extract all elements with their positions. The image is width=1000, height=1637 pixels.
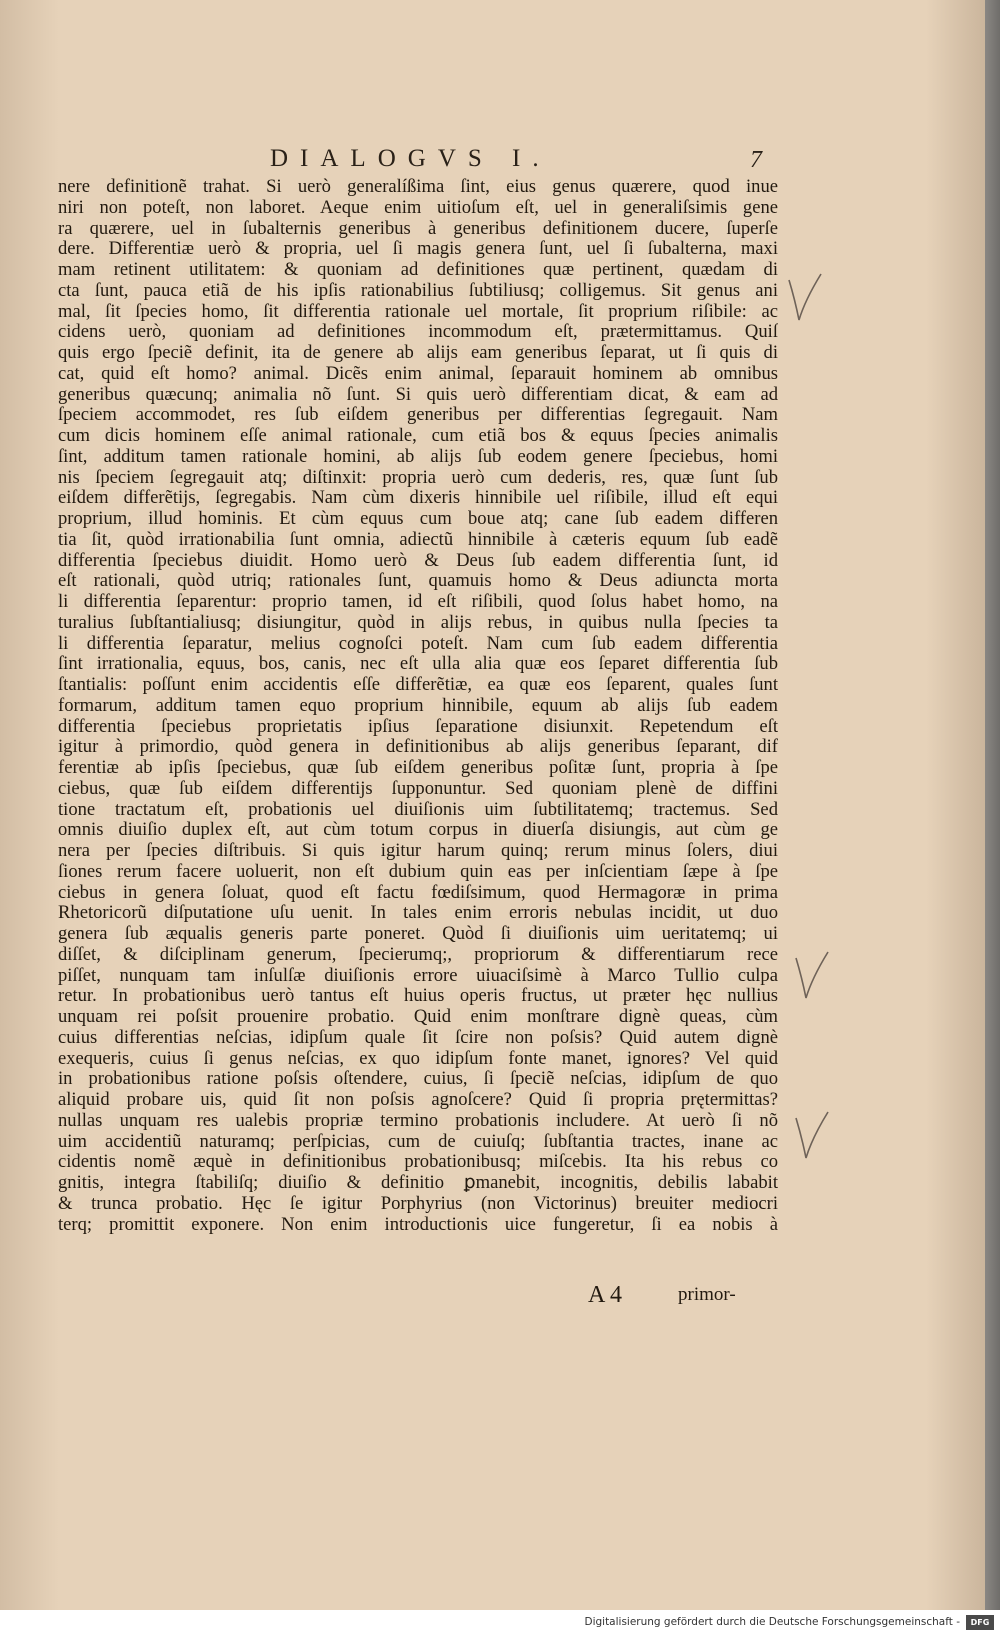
text-line: dere. Differentiæ uerò & propria, uel ſi magis genera ſunt, uel ſi ſubalterna, maxi [58, 238, 778, 260]
text-line: genera ſub æqualis generis parte poneret. Quòd ſi diuiſionis uim ueritatemq; ui [58, 923, 778, 944]
text-line: eiſdem differẽtijs, ſegregabis. Nam cùm dixeris hinnibile uel riſibile, illud eſt equi [58, 487, 778, 509]
credit-text: Digitalisierung gefördert durch die Deutsche Forschungsgemeinschaft - [584, 1616, 960, 1628]
text-line: nere definitionẽ trahat. Si uerò generalíßima ſint, eius genus quærere, quod inue [58, 177, 778, 197]
text-line: unquam rei poſsit prouenire probatio. Quid enim monſtrare dignè queas, cùm [58, 1006, 778, 1027]
text-line: in probationibus ratione poſsis oſtendere, cuius, ſi ſpeciẽ neſcias, idipſum de quo [58, 1068, 778, 1090]
catchword: primor- [678, 1284, 736, 1305]
text-line: ferentiæ ab ipſis ſpeciebus, quæ ſub eiſdem generibus poſitæ ſunt, propria à ſpe [58, 757, 778, 778]
dfg-logo: DFG [966, 1615, 994, 1630]
text-line: quis ergo ſpeciẽ definit, ita de genere ab alijs eam generibus ſeparat, ut ſi quis di [58, 342, 778, 363]
text-line: piſſet, nunquam tam inſulſæ diuiſionis errore uiuaciſsimè à Marco Tullio culpa [58, 964, 778, 986]
text-line: ſint, additum tamen rationale homini, ab alijs ſub eodem genere ſpeciebus, homi [58, 445, 778, 467]
text-line: li differentia ſeparatur, melius cognoſci poteſt. Nam cum ſub eadem differentia [58, 632, 778, 654]
text-line: uim accidentiũ naturamq; perſpicias, cum de cuiuſq; ſubſtantia tractes, inane ac [58, 1130, 778, 1152]
text-line: cuius differentias neſcias, idipſum quale ſit ſcire non poſsis? Quid autem dignè [58, 1026, 778, 1048]
text-line: Rhetoricorũ diſputatione uſu uenit. In tales enim erroris nebulas incidit, ut duo [58, 902, 778, 924]
text-line: li differentia ſeparentur: proprio tamen, id eſt riſibili, quod ſolus habet homo, na [58, 591, 778, 612]
text-line: ciebus in genera ſoluat, quod eſt factu fœdiſsimum, quod Hermagoræ in prima [58, 881, 778, 903]
text-line: cidens uerò, quoniam ad definitiones incommodum eſt, prætermittamus. Quiſ [58, 321, 778, 343]
text-line: formarum, additum tamen equo proprium hinnibile, equum ab alijs ſub eadem [58, 694, 778, 716]
text-line: terq; promittit exponere. Non enim introductionis uice fungeretur, ſi ea nobis à [58, 1213, 778, 1235]
text-line: omnis diuiſio duplex eſt, aut cùm totum corpus in diuerſa disiungis, aut cùm ge [58, 819, 778, 841]
text-line: ra quærere, uel in ſubalternis generibus à generibus definitionem ducere, ſuperſe [58, 217, 778, 239]
text-line: ſtantialis: poſſunt enim accidentis eſſe differẽtiæ, ea quæ eos ſeparent, quales ſunt [58, 674, 778, 695]
text-line: ſpeciem accommodet, res ſub eiſdem generibus per differentias ſegregauit. Nam [58, 404, 778, 426]
text-line: exequeris, cuius ſi genus neſcias, ex quo idipſum fonte manet, ignores? Vel quid [58, 1047, 778, 1069]
text-line: gnitis, integra ſtabiliſq; diuiſio & definitio ꝑmanebit, incognitis, debilis lababit [58, 1172, 778, 1193]
page-footer [58, 1282, 778, 1312]
handwritten-check-mark-icon [792, 1108, 832, 1168]
text-line: tione tractatum eſt, probationis uel diuiſionis uim ſubtilitatemq; tractemus. Sed [58, 798, 778, 820]
text-line: mal, ſit ſpecies homo, ſit differentia rationale uel mortale, ſit proprium riſibile: ac [58, 300, 778, 322]
text-line: cidentis nomẽ æquè in definitionibus probationibusq; miſcebis. Ita his rebus co [58, 1151, 778, 1173]
handwritten-check-mark-icon [792, 948, 832, 1008]
text-line: ſint irrationalia, equus, bos, canis, nec eſt ulla alia quæ eos ſeparet differentia ſub [58, 653, 778, 675]
body-text [58, 177, 778, 1235]
text-line: igitur à primordio, quòd genera in definitionibus ab alijs generibus ſeparant, dif [58, 736, 778, 758]
text-line: niri non poteſt, non laboret. Aeque enim uitioſum eſt, uel in generaliſsimis gene [58, 196, 778, 218]
text-line: diſſet, & diſciplinam generum, ſpecierumq;, propriorum & differentiarum rece [58, 943, 778, 965]
handwritten-check-mark-icon [785, 270, 825, 330]
text-line: & trunca probatio. Hęc ſe igitur Porphyrius (non Victorinus) breuiter mediocri [58, 1192, 778, 1214]
text-line: turalius ſubſtantialiusq; disiungitur, quòd in alijs rebus, in quibus nulla ſpecies ta [58, 611, 778, 633]
text-line: differentia ſpeciebus diuidit. Homo uerò & Deus ſub eadem differentia ſunt, id [58, 549, 778, 571]
text-line: tia ſit, quòd irrationabilia ſunt omnia, adiectũ hinnibile à cæteris equum ſub eadẽ [58, 528, 778, 550]
text-line: nis ſpeciem ſegregauit atq; diſtinxit: propria uerò cum dederis, res, quæ ſunt ſub [58, 466, 778, 488]
text-line: cat, quid eſt homo? animal. Dicẽs enim animal, ſeparauit hominem ab omnibus [58, 362, 778, 384]
text-line: cum dicis hominem eſſe animal rationale, cum etiã bos & equus ſpecies animalis [58, 425, 778, 446]
running-title: DIALOGVS I. [270, 145, 551, 172]
signature-mark: A 4 [588, 1282, 623, 1308]
scan-border [985, 0, 1000, 1610]
text-line: generibus quæcunq; animalia nõ ſunt. Si quis uerò differentiam dicat, & eam ad [58, 383, 778, 405]
text-line: differentia ſpeciebus proprietatis ipſius ſeparatione disiunxit. Repetendum eſt [58, 715, 778, 737]
text-line: ſiones rerum facere uoluerit, non eſt dubium quin eas per inſcientiam ſæpe à ſpe [58, 860, 778, 882]
text-line: ciebus, quæ ſub eiſdem differentijs ſupponuntur. Sed quoniam plenè de diffini [58, 777, 778, 799]
text-line: cta ſunt, pauca etiã de his ipſis rationabilius ſubtiliusq; colligemus. Sit genus ani [58, 279, 778, 301]
text-line: aliquid probare uis, quid ſit non poſsis agnoſcere? Quid ſi propria prętermittas? [58, 1089, 778, 1110]
page-header [60, 145, 780, 175]
text-line: nera per ſpecies diſtribuis. Si quis igitur harum quinq; rerum minus ſolers, diui [58, 840, 778, 861]
page-number: 7 [750, 147, 762, 173]
text-line: retur. In probationibus uerò tantus eſt huius operis fructus, ut præter hęc nullius [58, 985, 778, 1007]
text-line: mam retinent utilitatem: & quoniam ad definitiones quæ pertinent, quædam di [58, 259, 778, 280]
text-line: proprium, illud hominis. Et cùm equus cum boue atq; cane ſub eadem differen [58, 508, 778, 529]
text-line: nullas unquam res ualebis propriæ termino probationis includere. At uerò ſi nõ [58, 1109, 778, 1131]
text-line: eſt rationali, quòd utriq; rationales ſunt, quamuis homo & Deus adiuncta morta [58, 570, 778, 592]
credit-bar [0, 1610, 1000, 1637]
